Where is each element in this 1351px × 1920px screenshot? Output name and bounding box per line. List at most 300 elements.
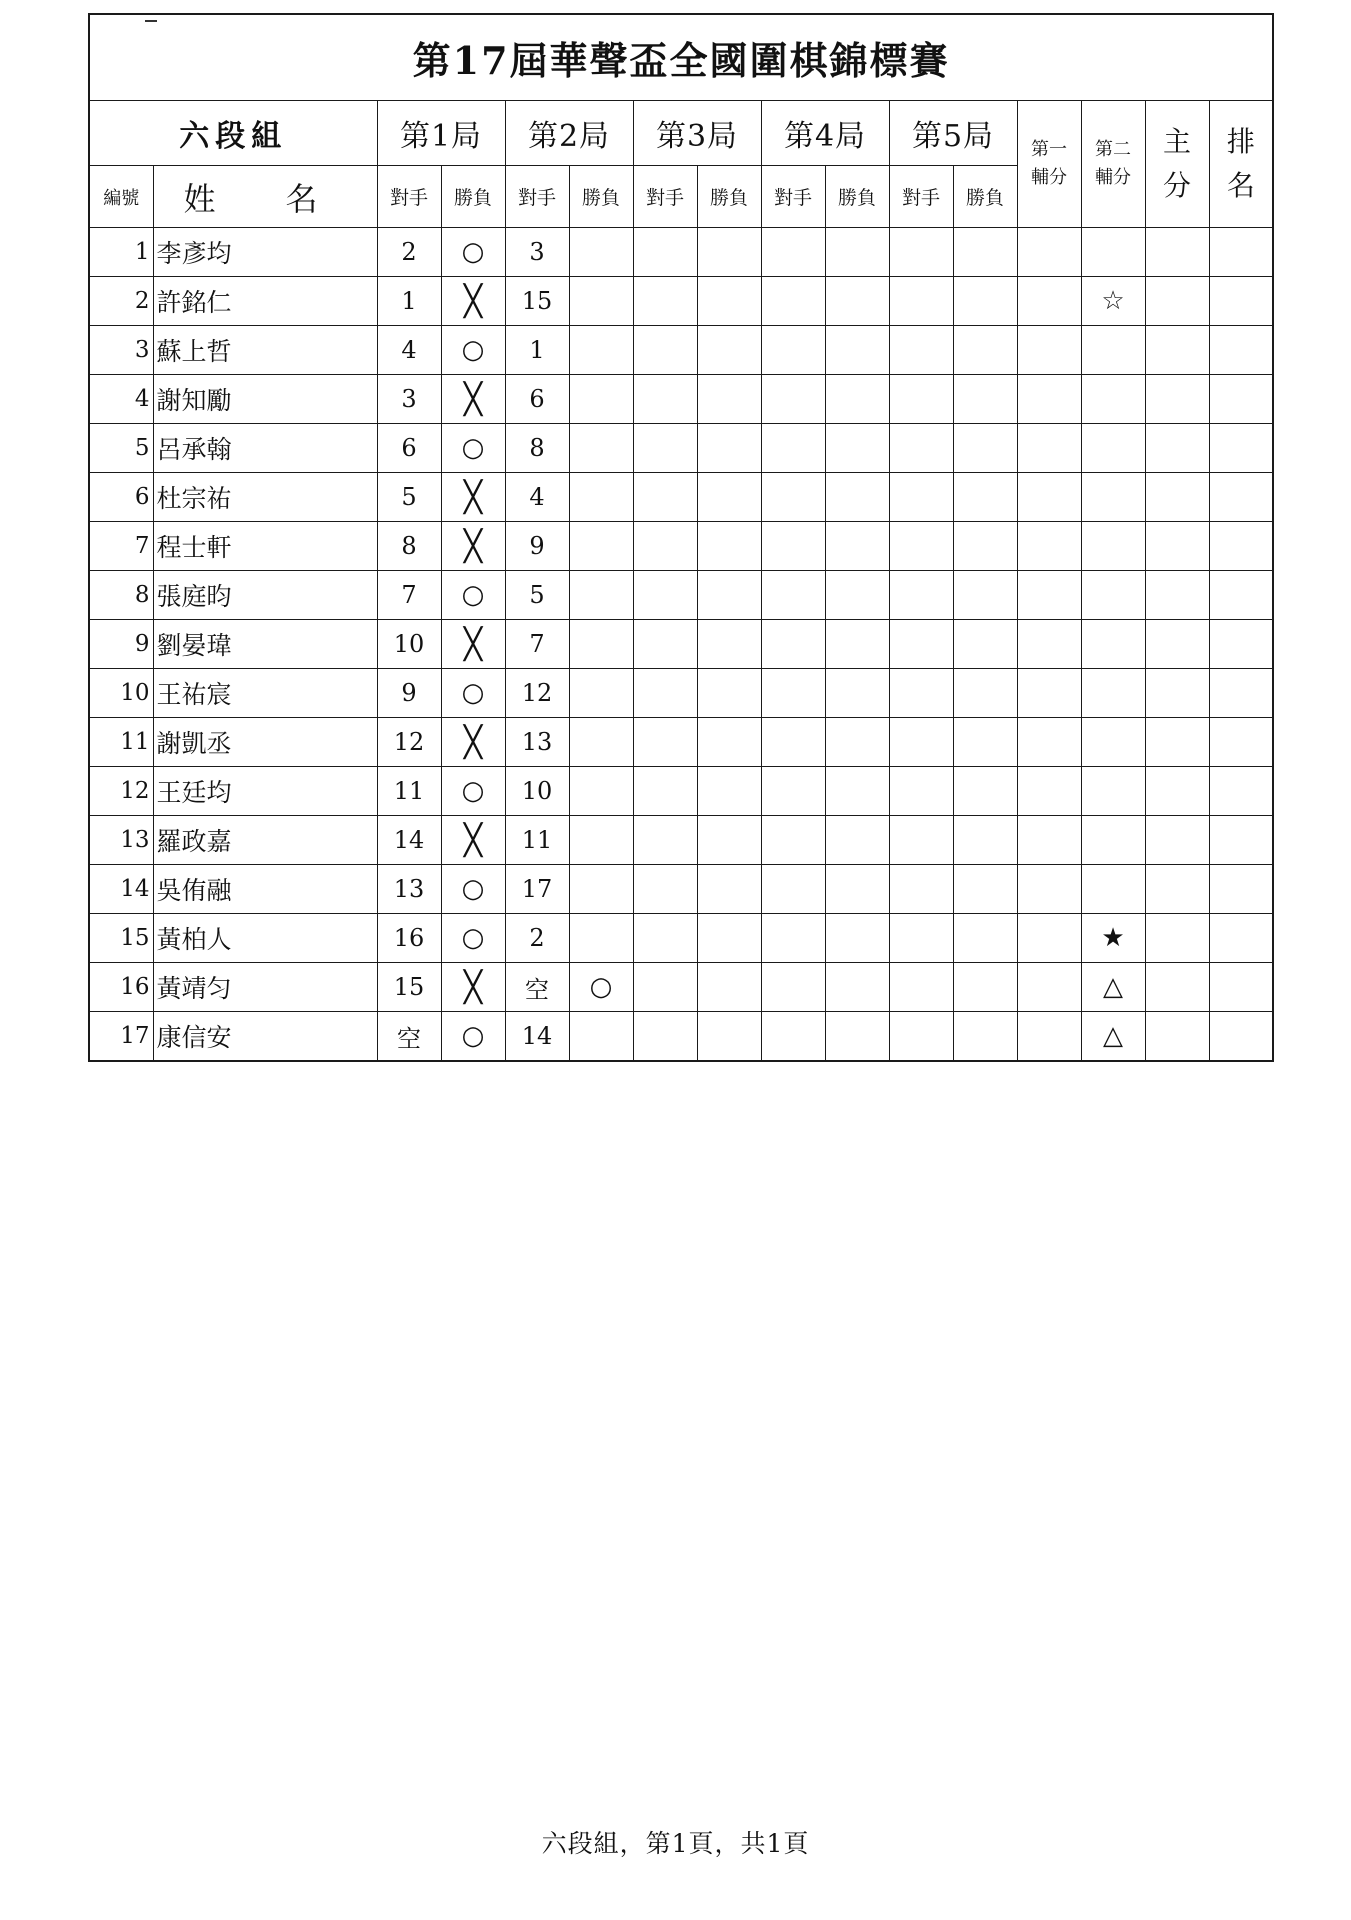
round-4-opponent: [761, 963, 825, 1012]
table-row: [89, 963, 1273, 1012]
round-2-result: [569, 326, 633, 375]
round-5-result: [953, 326, 1017, 375]
round-4-opponent: [761, 473, 825, 522]
main-score: [1145, 767, 1209, 816]
round-5-result: [953, 620, 1017, 669]
round-1-opponent: 3: [377, 375, 441, 424]
round-5-opponent: [889, 473, 953, 522]
rank: [1209, 522, 1273, 571]
round-1-opponent: 14: [377, 816, 441, 865]
table-row: [89, 669, 1273, 718]
round-4-result: [825, 522, 889, 571]
round-4-result: [825, 473, 889, 522]
aux2-score: [1081, 620, 1145, 669]
round-1-result: ╳: [441, 473, 505, 522]
round-2-opponent: 11: [505, 816, 569, 865]
player-number: 6: [89, 473, 153, 522]
player-name: 王祐宸: [153, 669, 377, 718]
document-title: 第17屆華聲盃全國圍棋錦標賽: [89, 14, 1273, 101]
round-2-result: [569, 816, 633, 865]
round-3-result: [697, 1012, 761, 1062]
round-4-result: [825, 1012, 889, 1062]
round-4-opponent: [761, 914, 825, 963]
round-2-result: [569, 1012, 633, 1062]
table-row: [89, 571, 1273, 620]
round-3-opponent: [633, 816, 697, 865]
round-2-result: [569, 424, 633, 473]
round-2-opponent: 8: [505, 424, 569, 473]
round-1-opponent: 2: [377, 228, 441, 277]
aux2-score: △: [1081, 963, 1145, 1012]
round-2-opponent: 7: [505, 620, 569, 669]
rank: [1209, 571, 1273, 620]
round-1-result: ○: [441, 1012, 505, 1062]
round-3-result: [697, 914, 761, 963]
round-3-opponent: [633, 767, 697, 816]
player-name: 李彥均: [153, 228, 377, 277]
rank-header-top: 排: [1226, 125, 1255, 158]
rank: [1209, 326, 1273, 375]
round-3-opponent: [633, 914, 697, 963]
name-header-first: 姓: [183, 179, 216, 218]
round-2-opponent: 15: [505, 277, 569, 326]
player-name: 羅政嘉: [153, 816, 377, 865]
player-number: 4: [89, 375, 153, 424]
round-4-result: [825, 718, 889, 767]
round-1-opponent: 11: [377, 767, 441, 816]
round-2-opponent: 4: [505, 473, 569, 522]
round-1-opponent: 6: [377, 424, 441, 473]
round-4-opponent: [761, 620, 825, 669]
page-footer: 六段組，第1頁，共1頁: [541, 1829, 810, 1858]
rank: [1209, 277, 1273, 326]
round-1-result: ╳: [441, 718, 505, 767]
round-4-result: [825, 816, 889, 865]
round-3-opponent: [633, 963, 697, 1012]
round-2-result: [569, 914, 633, 963]
round-1-result: ○: [441, 326, 505, 375]
round-1-opponent: 13: [377, 865, 441, 914]
player-name: 謝知勵: [153, 375, 377, 424]
table-row: [89, 522, 1273, 571]
round-2-opponent: 6: [505, 375, 569, 424]
round-3-opponent: [633, 1012, 697, 1062]
rank: [1209, 473, 1273, 522]
aux2-score: [1081, 816, 1145, 865]
aux1-score: [1017, 816, 1081, 865]
player-number: 1: [89, 228, 153, 277]
round-1-header: 第1局: [377, 101, 505, 166]
r5-opponent-header: 對手: [889, 166, 953, 228]
round-5-result: [953, 522, 1017, 571]
aux2-score: [1081, 865, 1145, 914]
round-1-opponent: 10: [377, 620, 441, 669]
main-score: [1145, 816, 1209, 865]
round-2-result: [569, 473, 633, 522]
round-2-opponent: 9: [505, 522, 569, 571]
round-5-opponent: [889, 767, 953, 816]
round-4-opponent: [761, 816, 825, 865]
round-1-opponent: 9: [377, 669, 441, 718]
aux2-score: [1081, 718, 1145, 767]
main-score: [1145, 424, 1209, 473]
round-4-result: [825, 424, 889, 473]
main-score: [1145, 277, 1209, 326]
player-number: 7: [89, 522, 153, 571]
r3-opponent-header: 對手: [633, 166, 697, 228]
table-row: [89, 277, 1273, 326]
player-name: 蘇上哲: [153, 326, 377, 375]
r3-result-header: 勝負: [697, 166, 761, 228]
round-1-opponent: 1: [377, 277, 441, 326]
round-5-opponent: [889, 326, 953, 375]
round-2-result: [569, 228, 633, 277]
round-5-opponent: [889, 375, 953, 424]
round-1-result: ╳: [441, 816, 505, 865]
player-number: 5: [89, 424, 153, 473]
round-3-result: [697, 522, 761, 571]
aux1-score: [1017, 865, 1081, 914]
aux2-header-bottom: 輔分: [1095, 167, 1131, 188]
round-3-result: [697, 669, 761, 718]
round-5-opponent: [889, 277, 953, 326]
round-3-result: [697, 963, 761, 1012]
rank: [1209, 963, 1273, 1012]
player-number: 2: [89, 277, 153, 326]
round-3-result: [697, 718, 761, 767]
rank: [1209, 375, 1273, 424]
round-4-result: [825, 620, 889, 669]
aux2-score: [1081, 228, 1145, 277]
round-1-result: ○: [441, 865, 505, 914]
r4-result-header: 勝負: [825, 166, 889, 228]
player-number: 15: [89, 914, 153, 963]
number-header: 編號: [89, 166, 153, 228]
main-score: [1145, 571, 1209, 620]
round-2-opponent: 2: [505, 914, 569, 963]
round-3-opponent: [633, 326, 697, 375]
round-5-opponent: [889, 424, 953, 473]
round-4-opponent: [761, 767, 825, 816]
aux1-score: [1017, 522, 1081, 571]
round-5-result: [953, 914, 1017, 963]
aux1-score: [1017, 718, 1081, 767]
round-1-result: ○: [441, 228, 505, 277]
r1-opponent-header: 對手: [377, 166, 441, 228]
round-3-opponent: [633, 522, 697, 571]
round-2-result: [569, 669, 633, 718]
round-5-result: [953, 1012, 1017, 1062]
round-3-opponent: [633, 424, 697, 473]
player-name: 黃柏人: [153, 914, 377, 963]
table-row: [89, 228, 1273, 277]
round-1-result: ╳: [441, 963, 505, 1012]
rank-header: [1209, 101, 1273, 228]
rank: [1209, 424, 1273, 473]
round-4-opponent: [761, 718, 825, 767]
main-score-header: [1145, 101, 1209, 228]
round-2-opponent: 10: [505, 767, 569, 816]
round-1-result: ╳: [441, 522, 505, 571]
round-5-opponent: [889, 816, 953, 865]
round-2-result: [569, 375, 633, 424]
round-3-result: [697, 473, 761, 522]
rank: [1209, 767, 1273, 816]
round-1-result: ○: [441, 424, 505, 473]
aux2-score: [1081, 522, 1145, 571]
round-1-result: ○: [441, 767, 505, 816]
round-4-result: [825, 326, 889, 375]
aux2-score: [1081, 375, 1145, 424]
player-name: 吳侑融: [153, 865, 377, 914]
round-5-opponent: [889, 963, 953, 1012]
round-2-opponent: 5: [505, 571, 569, 620]
player-number: 12: [89, 767, 153, 816]
player-number: 8: [89, 571, 153, 620]
aux2-score: ★: [1081, 914, 1145, 963]
aux2-header-top: 第二: [1095, 139, 1131, 160]
table-row: [89, 816, 1273, 865]
table-row: [89, 718, 1273, 767]
aux1-header: [1017, 101, 1081, 228]
round-4-opponent: [761, 375, 825, 424]
aux1-score: [1017, 277, 1081, 326]
aux2-score: △: [1081, 1012, 1145, 1062]
aux2-score: [1081, 767, 1145, 816]
round-5-result: [953, 963, 1017, 1012]
aux1-score: [1017, 326, 1081, 375]
r1-result-header: 勝負: [441, 166, 505, 228]
round-3-opponent: [633, 865, 697, 914]
table-row: [89, 620, 1273, 669]
main-score-header-bottom: 分: [1162, 169, 1191, 202]
round-3-result: [697, 326, 761, 375]
round-3-opponent: [633, 277, 697, 326]
main-score: [1145, 473, 1209, 522]
group-label: 六段組: [89, 101, 377, 166]
round-4-opponent: [761, 522, 825, 571]
aux1-score: [1017, 1012, 1081, 1062]
round-3-opponent: [633, 571, 697, 620]
round-1-result: ○: [441, 914, 505, 963]
round-2-result: [569, 522, 633, 571]
round-2-opponent: 17: [505, 865, 569, 914]
round-5-result: [953, 865, 1017, 914]
aux1-header-bottom: 輔分: [1031, 167, 1067, 188]
round-4-result: [825, 963, 889, 1012]
round-5-result: [953, 669, 1017, 718]
round-5-result: [953, 375, 1017, 424]
round-2-result: [569, 767, 633, 816]
round-1-result: ○: [441, 571, 505, 620]
round-5-opponent: [889, 1012, 953, 1062]
round-1-opponent: 15: [377, 963, 441, 1012]
round-3-result: [697, 816, 761, 865]
round-3-result: [697, 424, 761, 473]
round-1-result: ╳: [441, 620, 505, 669]
round-2-opponent: 3: [505, 228, 569, 277]
aux2-score: [1081, 669, 1145, 718]
round-3-opponent: [633, 228, 697, 277]
round-5-opponent: [889, 718, 953, 767]
round-4-opponent: [761, 228, 825, 277]
table-row: [89, 865, 1273, 914]
aux1-score: [1017, 228, 1081, 277]
aux2-score: ☆: [1081, 277, 1145, 326]
main-score: [1145, 669, 1209, 718]
round-5-opponent: [889, 914, 953, 963]
round-5-result: [953, 228, 1017, 277]
player-name: 張庭昀: [153, 571, 377, 620]
aux1-score: [1017, 767, 1081, 816]
round-5-header: 第5局: [889, 101, 1017, 166]
r2-result-header: 勝負: [569, 166, 633, 228]
rank: [1209, 228, 1273, 277]
aux1-score: [1017, 473, 1081, 522]
r5-result-header: 勝負: [953, 166, 1017, 228]
r2-opponent-header: 對手: [505, 166, 569, 228]
round-2-result: [569, 571, 633, 620]
main-score: [1145, 326, 1209, 375]
player-number: 10: [89, 669, 153, 718]
round-4-result: [825, 277, 889, 326]
table-row: [89, 326, 1273, 375]
player-name: 黃靖匀: [153, 963, 377, 1012]
round-2-opponent: 1: [505, 326, 569, 375]
round-4-header: 第4局: [761, 101, 889, 166]
round-4-opponent: [761, 326, 825, 375]
round-2-opponent: 空: [505, 963, 569, 1012]
table-row: [89, 1012, 1273, 1062]
round-1-result: ╳: [441, 277, 505, 326]
round-2-opponent: 14: [505, 1012, 569, 1062]
aux1-score: [1017, 424, 1081, 473]
round-1-opponent: 空: [377, 1012, 441, 1062]
name-header-second: 名: [285, 179, 318, 218]
player-name: 杜宗祐: [153, 473, 377, 522]
player-name: 許銘仁: [153, 277, 377, 326]
main-score-header-top: 主: [1162, 125, 1191, 158]
standings-table: [88, 13, 1274, 1062]
round-1-opponent: 12: [377, 718, 441, 767]
table-row: [89, 375, 1273, 424]
round-2-result: ○: [569, 963, 633, 1012]
round-3-opponent: [633, 718, 697, 767]
player-number: 14: [89, 865, 153, 914]
player-number: 11: [89, 718, 153, 767]
round-3-result: [697, 865, 761, 914]
round-3-opponent: [633, 375, 697, 424]
r4-opponent-header: 對手: [761, 166, 825, 228]
round-3-result: [697, 228, 761, 277]
round-4-result: [825, 865, 889, 914]
player-name: 劉晏瑋: [153, 620, 377, 669]
main-score: [1145, 914, 1209, 963]
main-score: [1145, 522, 1209, 571]
round-2-result: [569, 865, 633, 914]
aux1-score: [1017, 669, 1081, 718]
round-5-result: [953, 473, 1017, 522]
aux2-score: [1081, 424, 1145, 473]
round-4-opponent: [761, 1012, 825, 1062]
table-row: [89, 767, 1273, 816]
round-1-opponent: 7: [377, 571, 441, 620]
round-3-opponent: [633, 620, 697, 669]
round-3-opponent: [633, 669, 697, 718]
round-4-result: [825, 767, 889, 816]
round-5-result: [953, 816, 1017, 865]
player-name: 康信安: [153, 1012, 377, 1062]
name-header: [153, 166, 377, 228]
player-number: 9: [89, 620, 153, 669]
round-2-result: [569, 718, 633, 767]
round-3-result: [697, 620, 761, 669]
main-score: [1145, 1012, 1209, 1062]
aux1-score: [1017, 914, 1081, 963]
player-number: 17: [89, 1012, 153, 1062]
aux1-score: [1017, 963, 1081, 1012]
round-2-result: [569, 277, 633, 326]
round-5-result: [953, 424, 1017, 473]
round-4-opponent: [761, 865, 825, 914]
player-name: 王廷均: [153, 767, 377, 816]
aux1-score: [1017, 375, 1081, 424]
aux2-score: [1081, 473, 1145, 522]
round-5-result: [953, 571, 1017, 620]
round-5-result: [953, 767, 1017, 816]
round-5-opponent: [889, 228, 953, 277]
round-2-header: 第2局: [505, 101, 633, 166]
round-4-opponent: [761, 424, 825, 473]
round-5-opponent: [889, 522, 953, 571]
rank: [1209, 914, 1273, 963]
round-5-opponent: [889, 865, 953, 914]
rank: [1209, 718, 1273, 767]
round-3-result: [697, 277, 761, 326]
round-4-result: [825, 228, 889, 277]
aux1-header-top: 第一: [1031, 139, 1067, 160]
rank-header-bottom: 名: [1226, 169, 1255, 202]
main-score: [1145, 228, 1209, 277]
rank: [1209, 865, 1273, 914]
aux2-score: [1081, 571, 1145, 620]
main-score: [1145, 865, 1209, 914]
rank: [1209, 1012, 1273, 1062]
player-name: 謝凱丞: [153, 718, 377, 767]
player-name: 程士軒: [153, 522, 377, 571]
round-1-opponent: 8: [377, 522, 441, 571]
round-4-opponent: [761, 277, 825, 326]
round-5-opponent: [889, 620, 953, 669]
round-1-opponent: 16: [377, 914, 441, 963]
player-name: 呂承翰: [153, 424, 377, 473]
round-4-opponent: [761, 571, 825, 620]
round-5-opponent: [889, 571, 953, 620]
aux2-header: [1081, 101, 1145, 228]
main-score: [1145, 718, 1209, 767]
round-3-result: [697, 571, 761, 620]
player-number: 16: [89, 963, 153, 1012]
main-score: [1145, 963, 1209, 1012]
round-4-result: [825, 375, 889, 424]
table-row: [89, 473, 1273, 522]
rank: [1209, 816, 1273, 865]
round-4-result: [825, 914, 889, 963]
rank: [1209, 669, 1273, 718]
aux1-score: [1017, 571, 1081, 620]
aux1-score: [1017, 620, 1081, 669]
table-row: [89, 424, 1273, 473]
